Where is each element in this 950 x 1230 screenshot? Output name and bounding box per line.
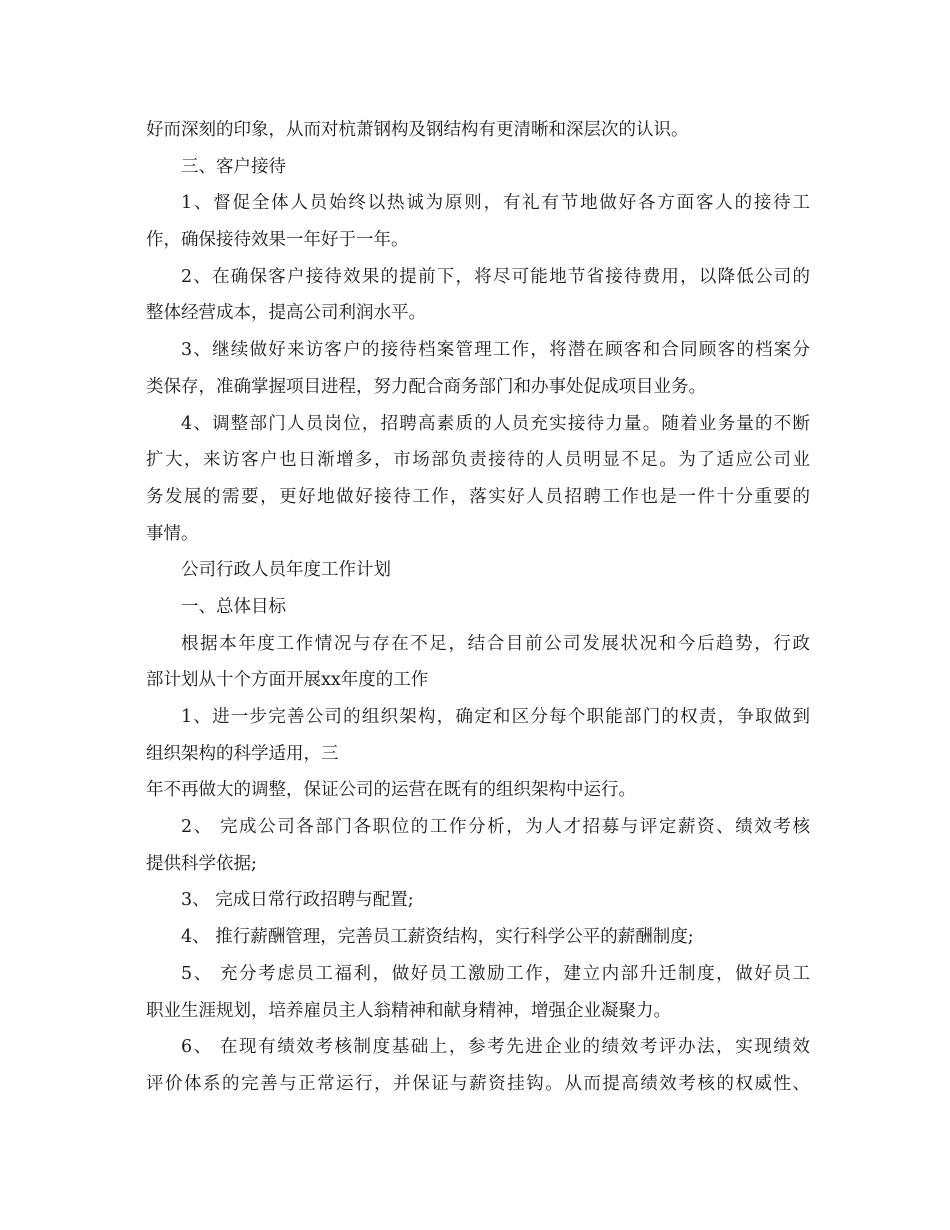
paragraph-line: 公司行政人员年度工作计划 <box>181 560 391 581</box>
paragraph-line: 5、 充分考虑员工福利，做好员工激励工作，建立内部升迁制度，做好员工 <box>181 963 810 984</box>
paragraph-line: 6、 在现有绩效考核制度基础上，参考先进企业的绩效考评办法，实现绩效 <box>181 1037 810 1058</box>
paragraph-line: 4、 推行薪酬管理，完善员工薪资结构，实行科学公平的薪酬制度; <box>181 927 694 948</box>
document-body <box>146 112 810 1103</box>
paragraph-line: 1、督促全体人员始终以热诚为原则，有礼有节地做好各方面客人的接待工 <box>181 193 810 214</box>
paragraph-line: 务发展的需要，更好地做好接待工作，落实好人员招聘工作也是一件十分重要的 <box>146 486 810 507</box>
paragraph-line: 整体经营成本，提高公司利润水平。 <box>146 303 426 324</box>
paragraph-line: 作，确保接待效果一年好于一年。 <box>146 230 409 251</box>
paragraph-line: 好而深刻的印象，从而对杭萧钢构及钢结构有更清晰和深层次的认识。 <box>146 120 689 140</box>
paragraph-line: 扩大，来访客户也日渐增多，市场部负责接待的人员明显不足。为了适应公司业 <box>146 450 810 471</box>
paragraph-line: 组织架构的科学适用，三 <box>146 743 339 764</box>
paragraph-line: 类保存，准确掌握项目进程，努力配合商务部门和办事处促成项目业务。 <box>146 376 706 397</box>
paragraph-line: 2、在确保客户接待效果的提前下，将尽可能地节省接待费用，以降低公司的 <box>181 266 810 287</box>
paragraph-line: 评价体系的完善与正常运行，并保证与薪资挂钩。从而提高绩效考核的权威性、 <box>146 1073 810 1094</box>
paragraph-line: 事情。 <box>146 523 199 544</box>
paragraph-line: 1、进一步完善公司的组织架构，确定和区分每个职能部门的权责，争取做到 <box>181 707 810 727</box>
paragraph-line: 3、继续做好来访客户的接待档案管理工作，将潜在顾客和合同顾客的档案分 <box>181 340 810 361</box>
paragraph-line: 根据本年度工作情况与存在不足，结合目前公司发展状况和今后趋势，行政 <box>181 633 810 654</box>
paragraph-line: 职业生涯规划，培养雇员主人翁精神和献身精神，增强企业凝聚力。 <box>146 1000 671 1021</box>
paragraph-line: 一、总体目标 <box>181 596 286 617</box>
paragraph-line: 三、客户接待 <box>181 156 286 177</box>
paragraph-line: 提供科学依据; <box>146 853 257 874</box>
paragraph-line: 4、调整部门人员岗位，招聘高素质的人员充实接待力量。随着业务量的不断 <box>181 413 810 434</box>
paragraph-line: 年不再做大的调整，保证公司的运营在既有的组织架构中运行。 <box>146 780 636 801</box>
paragraph-line: 3、 完成日常行政招聘与配置; <box>181 890 414 911</box>
paragraph-line: 部计划从十个方面开展xx年度的工作 <box>146 670 429 691</box>
paragraph-line: 2、 完成公司各部门各职位的工作分析，为人才招募与评定薪资、绩效考核 <box>181 817 810 838</box>
